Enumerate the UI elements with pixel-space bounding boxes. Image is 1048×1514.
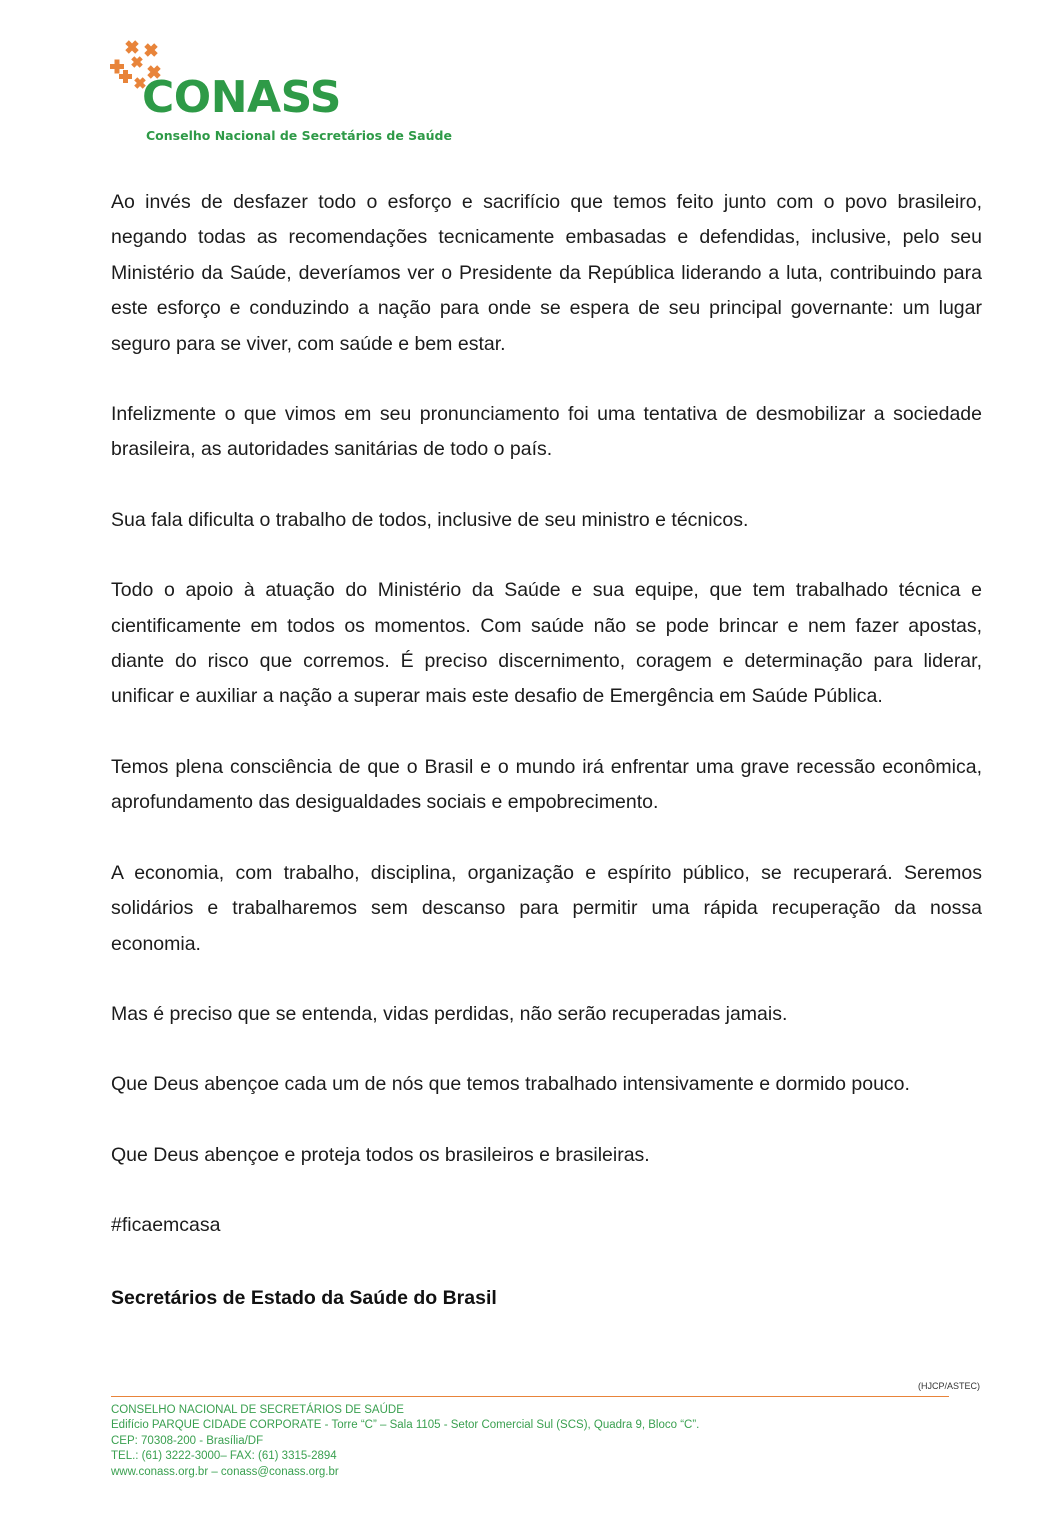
signature: Secretários de Estado da Saúde do Brasil [111, 1287, 497, 1309]
paragraph-3: Sua fala dificulta o trabalho de todos, inclusive de seu ministro e técnicos. [111, 508, 749, 531]
footer-divider [111, 1396, 949, 1397]
footer-org-name: CONSELHO NACIONAL DE SECRETÁRIOS DE SAÚDE [111, 1404, 404, 1416]
paragraph-5: Temos plena consciência de que o Brasil e o mundo irá enfrentar uma grave recessão econômica, aprofundamento das desigualdades sociais e empobrecimento. [111, 755, 982, 814]
paragraph-9: Que Deus abençoe e proteja todos os brasileiros e brasileiras. [111, 1143, 650, 1166]
reference-code: (HJCP/ASTEC) [918, 1381, 981, 1391]
conass-logo [108, 38, 452, 148]
letter-body [111, 185, 982, 1279]
footer-phones: TEL.: (61) 3222-3000– FAX: (61) 3315-2894 [111, 1450, 337, 1463]
footer-cep: CEP: 70308-200 - Brasília/DF [111, 1434, 264, 1447]
logo-subtitle: Conselho Nacional de Secretários de Saúde [146, 128, 452, 143]
paragraph-6: A economia, com trabalho, disciplina, organização e espírito público, se recuperará. Seremos solidários e trabalharemos sem descanso para permitir uma rápida recuperação da nossa economia. [111, 861, 982, 955]
paragraph-8: Que Deus abençoe cada um de nós que temos trabalhado intensivamente e dormido pouco. [111, 1073, 910, 1096]
paragraph-4: Todo o apoio à atuação do Ministério da Saúde e sua equipe, que tem trabalhado técnica e cientificamente em todos os momentos. Com saúde não se pode brincar e nem fazer apostas, diante do risco que corremos. É preciso discernimento, coragem e determinação para liderar, unificar e auxiliar a nação a superar mais este desafio de Emergência em Saúde Pública. [111, 579, 982, 708]
hashtag: #ficaemcasa [111, 1214, 221, 1237]
footer-address: Edifício PARQUE CIDADE CORPORATE - Torre “C” – Sala 1105 - Setor Comercial Sul (SCS), Quadra 9, Bloco “C”. [111, 1419, 700, 1432]
paragraph-7: Mas é preciso que se entenda, vidas perdidas, não serão recuperadas jamais. [111, 1002, 788, 1025]
paragraph-2: Infelizmente o que vimos em seu pronunciamento foi uma tentativa de desmobilizar a sociedade brasileira, as autoridades sanitárias de todo o país. [111, 403, 982, 461]
logo-wordmark: CONASS [142, 72, 341, 123]
paragraph-1: Ao invés de desfazer todo o esforço e sacrifício que temos feito junto com o povo brasileiro, negando todas as recomendações tecnicamente embasadas e defendidas, inclusive, pelo seu Ministério da Saúde, deveríamos ver o Presidente da República liderando a luta, contribuindo para este esforço e conduzindo a nação para onde se espera de seu principal governante: um lugar seguro para se viver, com saúde e bem estar. [111, 191, 982, 355]
footer [111, 1403, 949, 1480]
footer-web: www.conass.org.br – conass@conass.org.br [111, 1465, 339, 1478]
